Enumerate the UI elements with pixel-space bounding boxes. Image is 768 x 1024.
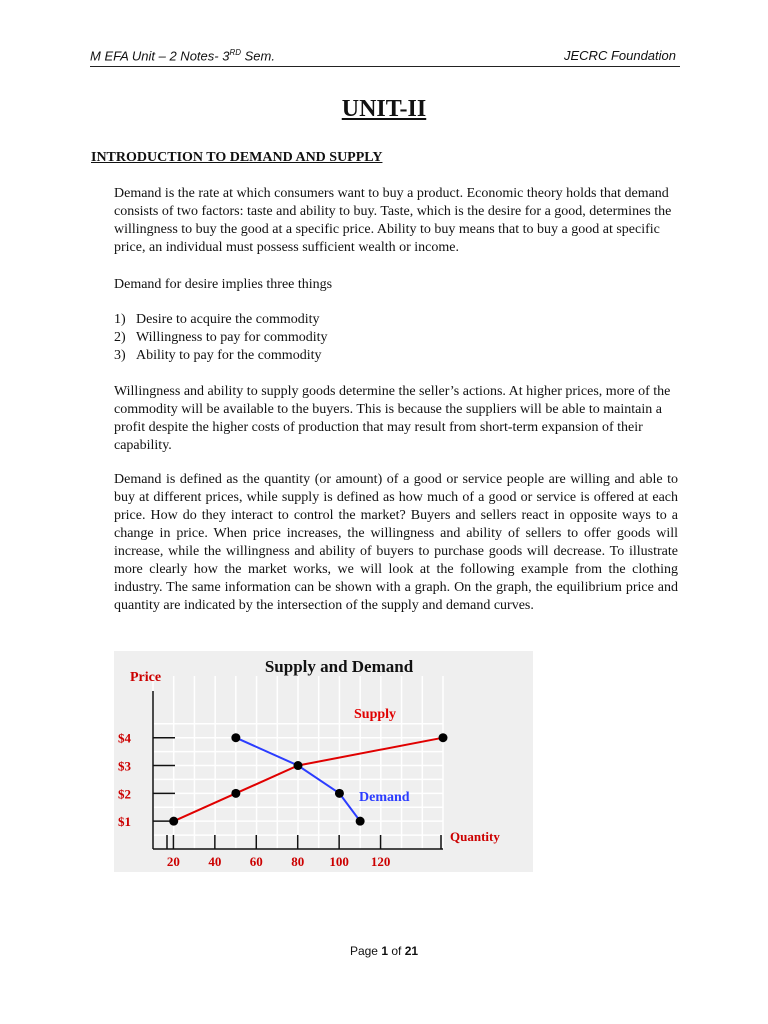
paragraph-4: Demand is defined as the quantity (or amount) of a good or service people are willing and able to buy at different prices, while supply is defined as how much of a good or service is offered at each price. How do they interact to control the market? Buyers and sellers react in opposite ways to a change in price. When price increases, the willingness and ability of sellers to offer goods will increase, while the willingness and ability of buyers to purchase goods will decrease. To illustrate more clearly how the market works, we will look at the following example from the clothing industry. The same information can be shown with a graph. On the graph, the equilibrium price and quantity are indicated by the intersection of the supply and demand curves.	[114, 472, 678, 613]
page-header	[90, 46, 680, 67]
y-tick-label: $4	[118, 730, 131, 746]
x-tick-label: 100	[329, 854, 349, 869]
chart-svg	[114, 651, 533, 872]
y-tick-label: $2	[118, 786, 131, 802]
footer-page-number: 1	[381, 944, 388, 958]
paragraph-2: Demand for desire implies three things	[114, 277, 333, 292]
data-point	[169, 817, 178, 826]
x-axis-label: Quantity	[450, 829, 500, 844]
header-right: JECRC Foundation	[564, 48, 676, 63]
data-point	[231, 733, 240, 742]
data-point	[356, 817, 365, 826]
supply-demand-chart	[114, 651, 533, 872]
x-tick-label: 80	[291, 854, 305, 869]
list-number: 1)	[114, 312, 126, 327]
y-tick-label: $3	[118, 758, 131, 774]
list-number: 3)	[114, 348, 126, 363]
data-point	[231, 789, 240, 798]
x-tick-label: 60	[249, 854, 263, 869]
x-tick-label: 120	[370, 854, 391, 869]
footer-prefix: Page	[349, 944, 382, 958]
page-footer	[0, 944, 768, 958]
x-tick-label: 40	[208, 854, 222, 869]
needs-list	[114, 311, 328, 365]
list-text: Willingness to pay for commodity	[136, 330, 328, 345]
list-text: Ability to pay for the commodity	[136, 348, 322, 363]
chart-title: Supply and Demand	[264, 657, 414, 676]
data-point	[335, 789, 344, 798]
list-item	[114, 311, 328, 329]
unit-title: UNIT-II	[341, 96, 427, 122]
y-axis-label: Price	[130, 670, 162, 685]
series-label-demand: Demand	[359, 790, 410, 805]
header-superscript: RD	[229, 48, 241, 57]
header-left-text: M EFA Unit – 2 Notes- 3	[90, 48, 230, 64]
paragraph-1: Demand is the rate at which consumers want to buy a product. Economic theory holds that demand consists of two factors: taste and ability to buy. Taste, which is the desire for a good, determines the willingness to buy the good at a specific price. Ability to buy means that to buy a good at specific price, an individual must possess sufficient wealth or income.	[114, 186, 672, 255]
data-point	[294, 761, 303, 770]
footer-total-pages: 21	[404, 944, 419, 958]
header-left	[90, 48, 275, 63]
paragraph-3: Willingness and ability to supply goods determine the seller’s actions. At higher prices, more of the commodity will be available to the buyers. This is because the suppliers will be able to maintain a profit despite the higher costs of production that may result from short-term expansion of their capability.	[114, 384, 671, 453]
footer-of: of	[388, 944, 405, 958]
header-left-end: Sem.	[241, 48, 275, 64]
list-number: 2)	[114, 330, 126, 345]
series-label-supply: Supply	[354, 707, 397, 722]
section-title: INTRODUCTION TO DEMAND AND SUPPLY	[91, 150, 383, 165]
data-point	[439, 733, 448, 742]
list-item	[114, 329, 328, 347]
y-tick-label: $1	[118, 814, 131, 830]
list-item	[114, 347, 328, 365]
x-tick-label: 20	[166, 854, 180, 869]
list-text: Desire to acquire the commodity	[136, 312, 320, 327]
